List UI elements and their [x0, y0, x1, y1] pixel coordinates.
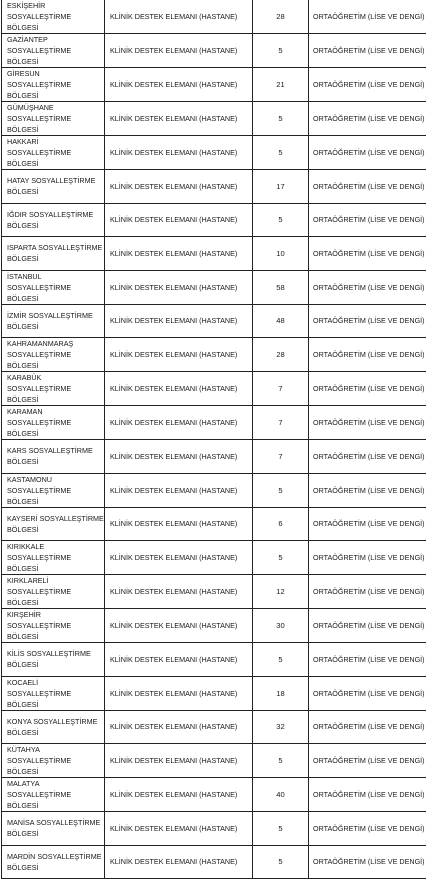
region-cell: KIRIKKALE SOSYALLEŞTİRME BÖLGESİ	[2, 541, 105, 575]
count-cell: 58	[253, 270, 309, 304]
position-cell: KLİNİK DESTEK ELEMANI (HASTANE)	[105, 845, 253, 879]
count-cell: 28	[253, 338, 309, 372]
position-cell: KLİNİK DESTEK ELEMANI (HASTANE)	[105, 406, 253, 440]
table-row	[2, 237, 426, 271]
table-row	[2, 812, 426, 846]
count-cell: 21	[253, 68, 309, 102]
region-cell: MARDİN SOSYALLEŞTİRME BÖLGESİ	[2, 845, 105, 879]
region-cell: ESKİŞEHİR SOSYALLEŞTİRME BÖLGESİ	[2, 0, 105, 34]
table-row	[2, 304, 426, 338]
table-row	[2, 270, 426, 304]
table-row	[2, 170, 426, 204]
position-cell: KLİNİK DESTEK ELEMANI (HASTANE)	[105, 237, 253, 271]
position-cell: KLİNİK DESTEK ELEMANI (HASTANE)	[105, 102, 253, 136]
count-cell: 7	[253, 440, 309, 474]
region-cell: HAKKARİ SOSYALLEŞTİRME BÖLGESİ	[2, 136, 105, 170]
table-row	[2, 609, 426, 643]
region-cell: KASTAMONU SOSYALLEŞTİRME BÖLGESİ	[2, 473, 105, 507]
region-cell: ISPARTA SOSYALLEŞTİRME BÖLGESİ	[2, 237, 105, 271]
education-cell: ORTAÖĞRETİM (LİSE VE DENGİ)	[309, 0, 426, 34]
region-cell: KOCAELİ SOSYALLEŞTİRME BÖLGESİ	[2, 676, 105, 710]
education-cell: ORTAÖĞRETİM (LİSE VE DENGİ)	[309, 575, 426, 609]
education-cell: ORTAÖĞRETİM (LİSE VE DENGİ)	[309, 237, 426, 271]
education-cell: ORTAÖĞRETİM (LİSE VE DENGİ)	[309, 270, 426, 304]
count-cell: 6	[253, 507, 309, 541]
region-cell: GAZİANTEP SOSYALLEŞTİRME BÖLGESİ	[2, 34, 105, 68]
education-cell: ORTAÖĞRETİM (LİSE VE DENGİ)	[309, 68, 426, 102]
table-row	[2, 203, 426, 237]
region-cell: GÜMÜŞHANE SOSYALLEŞTİRME BÖLGESİ	[2, 102, 105, 136]
count-cell: 18	[253, 676, 309, 710]
table-row	[2, 710, 426, 744]
education-cell: ORTAÖĞRETİM (LİSE VE DENGİ)	[309, 338, 426, 372]
count-cell: 5	[253, 203, 309, 237]
table-row	[2, 744, 426, 778]
count-cell: 10	[253, 237, 309, 271]
table-row	[2, 575, 426, 609]
position-cell: KLİNİK DESTEK ELEMANI (HASTANE)	[105, 710, 253, 744]
education-cell: ORTAÖĞRETİM (LİSE VE DENGİ)	[309, 643, 426, 677]
region-cell: KÜTAHYA SOSYALLEŞTİRME BÖLGESİ	[2, 744, 105, 778]
count-cell: 5	[253, 34, 309, 68]
count-cell: 5	[253, 541, 309, 575]
position-cell: KLİNİK DESTEK ELEMANI (HASTANE)	[105, 575, 253, 609]
region-cell: KIRKLARELİ SOSYALLEŞTİRME BÖLGESİ	[2, 575, 105, 609]
position-cell: KLİNİK DESTEK ELEMANI (HASTANE)	[105, 338, 253, 372]
region-cell: MANİSA SOSYALLEŞTİRME BÖLGESİ	[2, 812, 105, 846]
education-cell: ORTAÖĞRETİM (LİSE VE DENGİ)	[309, 541, 426, 575]
count-cell: 7	[253, 406, 309, 440]
region-cell: İZMİR SOSYALLEŞTİRME BÖLGESİ	[2, 304, 105, 338]
region-cell: KARS SOSYALLEŞTİRME BÖLGESİ	[2, 440, 105, 474]
education-cell: ORTAÖĞRETİM (LİSE VE DENGİ)	[309, 507, 426, 541]
table-row	[2, 541, 426, 575]
region-cell: İSTANBUL SOSYALLEŞTİRME BÖLGESİ	[2, 270, 105, 304]
education-cell: ORTAÖĞRETİM (LİSE VE DENGİ)	[309, 778, 426, 812]
region-cell: GİRESUN SOSYALLEŞTİRME BÖLGESİ	[2, 68, 105, 102]
position-cell: KLİNİK DESTEK ELEMANI (HASTANE)	[105, 68, 253, 102]
position-cell: KLİNİK DESTEK ELEMANI (HASTANE)	[105, 643, 253, 677]
education-cell: ORTAÖĞRETİM (LİSE VE DENGİ)	[309, 406, 426, 440]
region-cell: KAHRAMANMARAŞ SOSYALLEŞTİRME BÖLGESİ	[2, 338, 105, 372]
position-cell: KLİNİK DESTEK ELEMANI (HASTANE)	[105, 609, 253, 643]
count-cell: 32	[253, 710, 309, 744]
region-cell: KARAMAN SOSYALLEŞTİRME BÖLGESİ	[2, 406, 105, 440]
position-cell: KLİNİK DESTEK ELEMANI (HASTANE)	[105, 270, 253, 304]
table-row	[2, 473, 426, 507]
region-cell: KAYSERİ SOSYALLEŞTİRME BÖLGESİ	[2, 507, 105, 541]
education-cell: ORTAÖĞRETİM (LİSE VE DENGİ)	[309, 34, 426, 68]
education-cell: ORTAÖĞRETİM (LİSE VE DENGİ)	[309, 170, 426, 204]
position-cell: KLİNİK DESTEK ELEMANI (HASTANE)	[105, 304, 253, 338]
count-cell: 12	[253, 575, 309, 609]
position-cell: KLİNİK DESTEK ELEMANI (HASTANE)	[105, 136, 253, 170]
position-cell: KLİNİK DESTEK ELEMANI (HASTANE)	[105, 372, 253, 406]
education-cell: ORTAÖĞRETİM (LİSE VE DENGİ)	[309, 440, 426, 474]
table-row	[2, 507, 426, 541]
count-cell: 30	[253, 609, 309, 643]
position-cell: KLİNİK DESTEK ELEMANI (HASTANE)	[105, 170, 253, 204]
positions-table	[1, 0, 426, 879]
education-cell: ORTAÖĞRETİM (LİSE VE DENGİ)	[309, 812, 426, 846]
table-row	[2, 102, 426, 136]
education-cell: ORTAÖĞRETİM (LİSE VE DENGİ)	[309, 609, 426, 643]
education-cell: ORTAÖĞRETİM (LİSE VE DENGİ)	[309, 372, 426, 406]
education-cell: ORTAÖĞRETİM (LİSE VE DENGİ)	[309, 136, 426, 170]
education-cell: ORTAÖĞRETİM (LİSE VE DENGİ)	[309, 304, 426, 338]
table-row	[2, 676, 426, 710]
education-cell: ORTAÖĞRETİM (LİSE VE DENGİ)	[309, 744, 426, 778]
position-cell: KLİNİK DESTEK ELEMANI (HASTANE)	[105, 34, 253, 68]
table-row	[2, 406, 426, 440]
education-cell: ORTAÖĞRETİM (LİSE VE DENGİ)	[309, 845, 426, 879]
region-cell: MALATYA SOSYALLEŞTİRME BÖLGESİ	[2, 778, 105, 812]
region-cell: KİLİS SOSYALLEŞTİRME BÖLGESİ	[2, 643, 105, 677]
education-cell: ORTAÖĞRETİM (LİSE VE DENGİ)	[309, 203, 426, 237]
count-cell: 5	[253, 136, 309, 170]
position-cell: KLİNİK DESTEK ELEMANI (HASTANE)	[105, 473, 253, 507]
table-row	[2, 68, 426, 102]
table-row	[2, 845, 426, 879]
table-row	[2, 643, 426, 677]
position-cell: KLİNİK DESTEK ELEMANI (HASTANE)	[105, 507, 253, 541]
count-cell: 5	[253, 744, 309, 778]
count-cell: 5	[253, 845, 309, 879]
position-cell: KLİNİK DESTEK ELEMANI (HASTANE)	[105, 744, 253, 778]
table-row	[2, 440, 426, 474]
region-cell: KARABÜK SOSYALLEŞTİRME BÖLGESİ	[2, 372, 105, 406]
table-row	[2, 34, 426, 68]
count-cell: 7	[253, 372, 309, 406]
education-cell: ORTAÖĞRETİM (LİSE VE DENGİ)	[309, 102, 426, 136]
education-cell: ORTAÖĞRETİM (LİSE VE DENGİ)	[309, 710, 426, 744]
table-row	[2, 136, 426, 170]
position-cell: KLİNİK DESTEK ELEMANI (HASTANE)	[105, 812, 253, 846]
count-cell: 5	[253, 473, 309, 507]
count-cell: 5	[253, 102, 309, 136]
education-cell: ORTAÖĞRETİM (LİSE VE DENGİ)	[309, 676, 426, 710]
positions-table-body	[2, 0, 426, 879]
position-cell: KLİNİK DESTEK ELEMANI (HASTANE)	[105, 778, 253, 812]
count-cell: 40	[253, 778, 309, 812]
count-cell: 5	[253, 812, 309, 846]
position-cell: KLİNİK DESTEK ELEMANI (HASTANE)	[105, 0, 253, 34]
count-cell: 5	[253, 643, 309, 677]
region-cell: IĞDIR SOSYALLEŞTİRME BÖLGESİ	[2, 203, 105, 237]
count-cell: 48	[253, 304, 309, 338]
position-cell: KLİNİK DESTEK ELEMANI (HASTANE)	[105, 676, 253, 710]
table-row	[2, 372, 426, 406]
position-cell: KLİNİK DESTEK ELEMANI (HASTANE)	[105, 440, 253, 474]
region-cell: KONYA SOSYALLEŞTİRME BÖLGESİ	[2, 710, 105, 744]
education-cell: ORTAÖĞRETİM (LİSE VE DENGİ)	[309, 473, 426, 507]
region-cell: HATAY SOSYALLEŞTİRME BÖLGESİ	[2, 170, 105, 204]
position-cell: KLİNİK DESTEK ELEMANI (HASTANE)	[105, 203, 253, 237]
region-cell: KIRŞEHİR SOSYALLEŞTİRME BÖLGESİ	[2, 609, 105, 643]
table-row	[2, 778, 426, 812]
table-row	[2, 338, 426, 372]
table-row	[2, 0, 426, 34]
count-cell: 17	[253, 170, 309, 204]
count-cell: 28	[253, 0, 309, 34]
position-cell: KLİNİK DESTEK ELEMANI (HASTANE)	[105, 541, 253, 575]
